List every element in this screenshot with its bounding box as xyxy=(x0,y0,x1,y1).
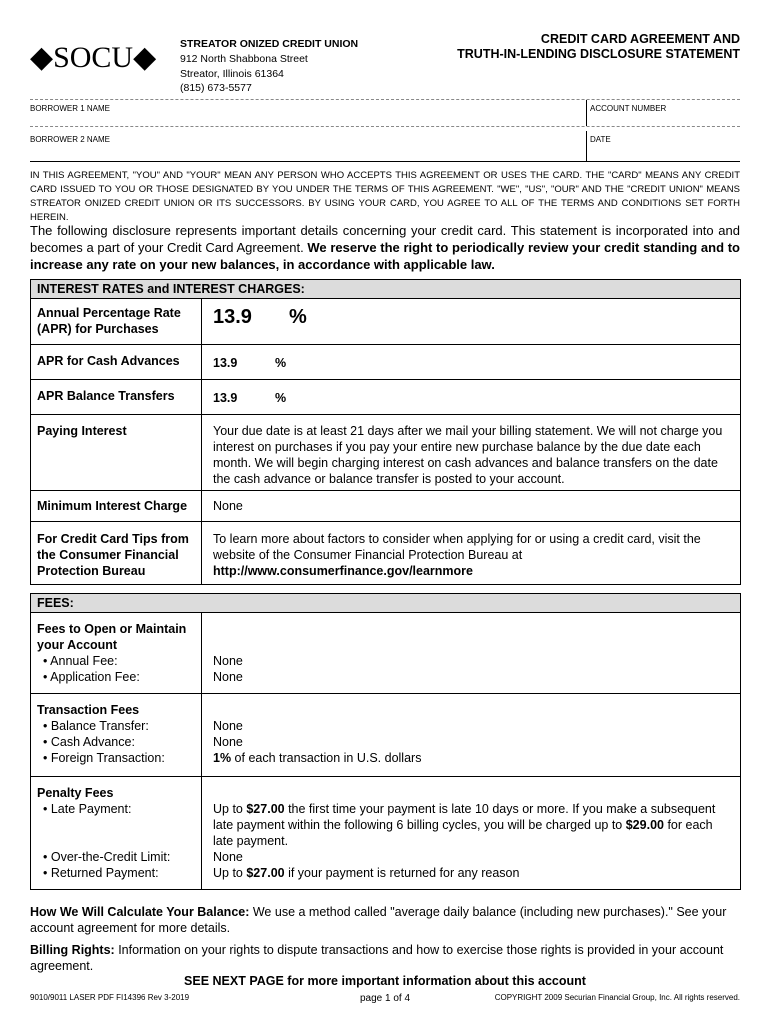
apr-cash-value xyxy=(207,355,740,371)
balance-calculation-paragraph xyxy=(30,904,740,936)
percent-sign: % xyxy=(289,306,307,328)
cash-fee-label: • Cash Advance: xyxy=(43,735,135,749)
late-t2: the first time your payment is late 10 days or more. If you make a subsequent late payment within the following 6 billing cycles, you will be charged up to xyxy=(213,802,716,832)
application-fee-label: • Application Fee: xyxy=(43,670,140,684)
definitions-paragraph: IN THIS AGREEMENT, "YOU" AND "YOUR" MEAN ANY PERSON WHO ACCEPTS THIS AGREEMENT OR USES THE CARD. THE "CARD" MEANS ANY CREDIT CARD ISSUED TO YOU OR THOSE DESIGNATED BY YOU UNDER THE TERMS OF THIS AGREEMENT. "WE", "US", "OUR" AND THE "CREDIT UNION" MEANS STREATOR ONIZED CREDIT UNION OR ITS SUCCESSORS. BY USING YOUR CARD, YOU AGREE TO ALL OF THE TERMS AND CONDITIONS SET FORTH HEREIN. xyxy=(30,170,740,223)
billing-rights-paragraph xyxy=(30,942,740,974)
document-title xyxy=(410,32,740,62)
table-row xyxy=(31,415,740,491)
apr-purchases-value xyxy=(207,305,740,329)
min-interest-value: None xyxy=(213,499,243,513)
transaction-fees-label xyxy=(31,702,202,766)
late-t1: Up to xyxy=(213,802,247,816)
penalty-fees-heading: Penalty Fees xyxy=(37,786,114,800)
transaction-fees-values xyxy=(207,718,740,766)
field-divider xyxy=(586,131,587,161)
annual-fee-value: None xyxy=(213,654,243,668)
billing-heading: Billing Rights: xyxy=(30,943,115,957)
credit-union-name: STREATOR ONIZED CREDIT UNION xyxy=(180,38,359,50)
table-row xyxy=(31,522,740,584)
transaction-fees-heading: Transaction Fees xyxy=(37,703,140,717)
borrower-2-row xyxy=(30,131,740,162)
interest-rates-table xyxy=(30,279,741,585)
fees-table-heading: FEES: xyxy=(31,594,740,613)
form-id: 9010/9011 LASER PDF FI14396 Rev 3-2019 xyxy=(30,993,190,1002)
cfpb-text xyxy=(207,531,740,579)
returned-payment-text xyxy=(213,865,734,881)
percent-sign: % xyxy=(275,391,287,405)
table-row xyxy=(31,299,740,345)
copyright: COPYRIGHT 2009 Securian Financial Group, Inc. All rights reserved. xyxy=(494,993,740,1002)
returned-payment-label: • Returned Payment: xyxy=(43,866,159,880)
late-t3: for each late payment. xyxy=(213,818,713,848)
table-row xyxy=(31,694,740,777)
table-row xyxy=(31,491,740,522)
foreign-fee-value xyxy=(213,750,740,766)
fees-open-label xyxy=(31,621,202,685)
cfpb-description: To learn more about factors to consider when applying for or using a credit card, visit the website of the Consumer Financial Protection Bureau at xyxy=(213,532,701,562)
fees-open-heading: Fees to Open or Maintain your Account xyxy=(37,622,187,652)
penalty-fees-label xyxy=(31,785,202,881)
borrower-1-name-field[interactable]: BORROWER 1 NAME xyxy=(30,104,111,113)
bt-fee-value: None xyxy=(213,719,243,733)
fees-table xyxy=(30,593,741,890)
disclosure-intro-paragraph xyxy=(30,222,740,273)
foreign-fee-text: of each transaction in U.S. dollars xyxy=(231,751,422,765)
bt-fee-label: • Balance Transfer: xyxy=(43,719,149,733)
overlimit-label: • Over-the-Credit Limit: xyxy=(43,850,171,864)
late-payment-text xyxy=(213,801,734,849)
cfpb-link[interactable]: http://www.consumerfinance.gov/learnmore xyxy=(213,564,473,578)
intro-text: The following disclosure represents important details concerning your credit card. This statement is incorporated into and becomes a part of your Credit Card Agreement. xyxy=(30,223,740,255)
phone-number: (815) 673-5577 xyxy=(180,82,252,94)
apr-bt-label: APR Balance Transfers xyxy=(37,389,175,403)
title-line-1: CREDIT CARD AGREEMENT AND xyxy=(540,32,740,46)
apr-cash-label: APR for Cash Advances xyxy=(37,354,180,368)
see-next-page-notice: SEE NEXT PAGE for more important information about this account xyxy=(184,974,586,988)
returned-t2: if your payment is returned for any reason xyxy=(284,866,520,880)
apr-bt-number: 13.9 xyxy=(213,391,238,405)
intro-bold-text: We reserve the right to periodically review your credit standing and to increase any rate on your new balances, in accordance with applicable law. xyxy=(30,240,740,272)
borrower-1-row xyxy=(30,99,740,127)
foreign-fee-label: • Foreign Transaction: xyxy=(43,751,165,765)
returned-amount: $27.00 xyxy=(246,866,285,880)
percent-sign: % xyxy=(275,356,287,370)
application-fee-value: None xyxy=(213,670,243,684)
min-interest-label: Minimum Interest Charge xyxy=(37,499,188,513)
field-divider xyxy=(586,100,587,126)
table-row xyxy=(31,777,740,889)
billing-text: Information on your rights to dispute transactions and how to exercise those rights is provided in your account agreement. xyxy=(30,943,724,973)
late-amount-1: $27.00 xyxy=(246,802,285,816)
address-line-1: 912 North Shabbona Street xyxy=(180,53,308,65)
date-field[interactable]: DATE xyxy=(590,135,611,144)
apr-purchases-number: 13.9 xyxy=(213,306,252,328)
account-number-field[interactable]: ACCOUNT NUMBER xyxy=(590,104,667,113)
late-payment-label: • Late Payment: xyxy=(43,802,132,816)
table-row xyxy=(31,380,740,415)
foreign-fee-pct: 1% xyxy=(213,751,232,765)
paying-interest-label: Paying Interest xyxy=(37,424,127,438)
table-row xyxy=(31,345,740,380)
annual-fee-label: • Annual Fee: xyxy=(43,654,118,668)
socu-logo: ◆SOCU◆ xyxy=(30,41,157,74)
late-amount-2: $29.00 xyxy=(625,818,664,832)
penalty-fees-values xyxy=(207,801,740,881)
interest-table-heading: INTEREST RATES and INTEREST CHARGES: xyxy=(31,280,740,299)
apr-bt-value xyxy=(207,390,740,406)
apr-purchases-label: Annual Percentage Rate (APR) for Purchases xyxy=(37,306,181,336)
balance-text: We use a method called "average daily balance (including new purchases)." See your account agreement for more details. xyxy=(30,905,727,935)
cash-fee-value: None xyxy=(213,735,243,749)
apr-cash-number: 13.9 xyxy=(213,356,238,370)
borrower-2-name-field[interactable]: BORROWER 2 NAME xyxy=(30,135,111,144)
table-row xyxy=(31,613,740,694)
page-number: page 1 of 4 xyxy=(359,993,411,1004)
overlimit-value: None xyxy=(213,850,243,864)
balance-heading: How We Will Calculate Your Balance: xyxy=(30,905,250,919)
cfpb-label: For Credit Card Tips from the Consumer Financial Protection Bureau xyxy=(37,532,189,578)
returned-t1: Up to xyxy=(213,866,247,880)
paying-interest-text: Your due date is at least 21 days after we mail your billing statement. We will not charge you interest on purchases if you pay your entire new purchase balance by the due date each month. We will begin charging interest on cash advances and balance transfers on the date the cash advance or balance transfer is posted to your account. xyxy=(213,424,723,486)
address-line-2: Streator, Illinois 61364 xyxy=(180,68,284,80)
title-line-2: TRUTH-IN-LENDING DISCLOSURE STATEMENT xyxy=(457,47,740,61)
fees-open-values xyxy=(207,653,740,685)
